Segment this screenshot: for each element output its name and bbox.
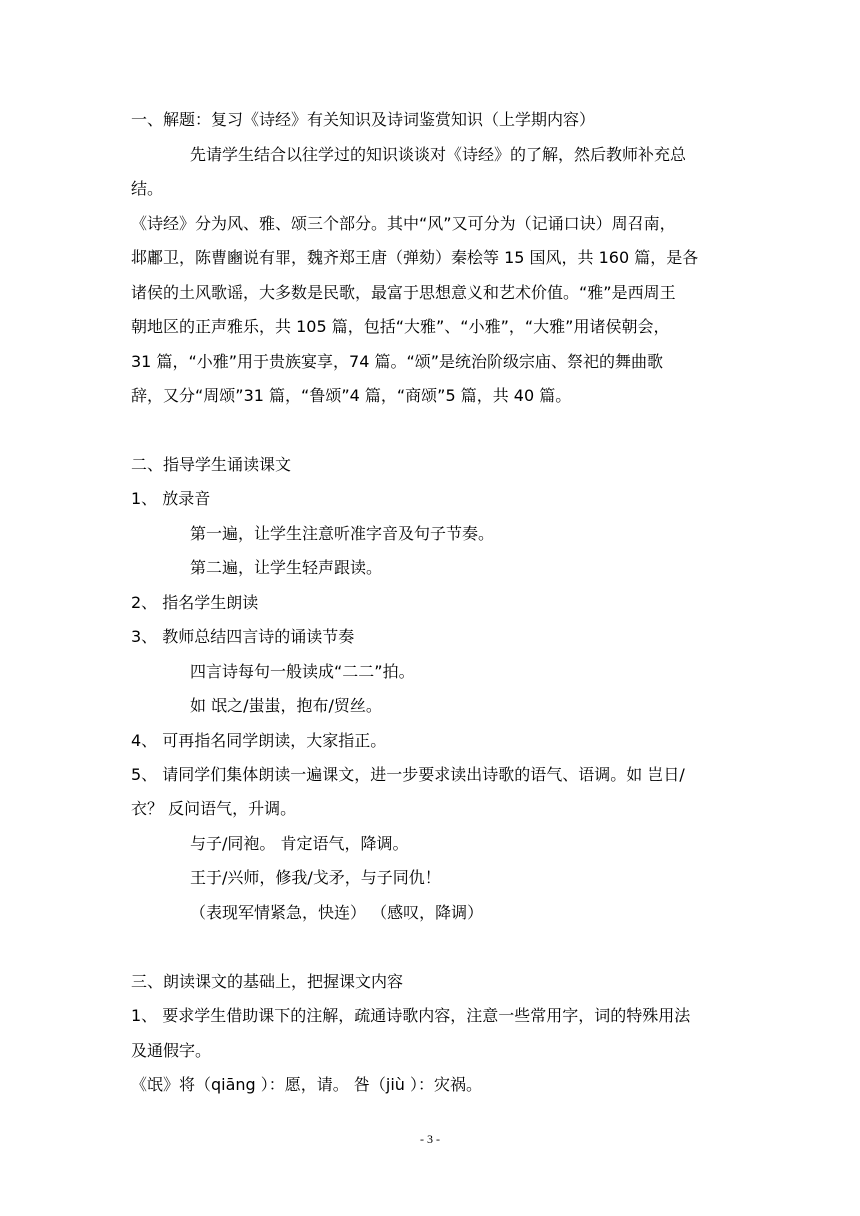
paragraph-line: 四言诗每句一般读成“二二”拍。 bbox=[190, 662, 415, 681]
paragraph-line: 31 篇，“小雅”用于贵族宴享，74 篇。“颂”是统治阶级宗庙、祭祀的舞曲歌 bbox=[131, 352, 664, 371]
paragraph-line: 结。 bbox=[131, 179, 164, 198]
section-2-heading: 二、指导学生诵读课文 bbox=[131, 455, 292, 474]
list-item: 2、 指名学生朗读 bbox=[131, 593, 259, 612]
paragraph-line: 辞，又分“周颂”31 篇，“鲁颂”4 篇，“商颂”5 篇，共 40 篇。 bbox=[131, 386, 572, 405]
paragraph-line: 如 氓之/蚩蚩，抱布/贸丝。 bbox=[190, 696, 382, 715]
paragraph-line: 《诗经》分为风、雅、颂三个部分。其中“风”又可分为（记诵口诀）周召南， bbox=[131, 214, 676, 233]
paragraph-line: 与子/同袍。 肯定语气，降调。 bbox=[190, 834, 409, 853]
paragraph-line: 及通假字。 bbox=[131, 1041, 212, 1060]
paragraph-line: （表现军情紧急，快连） （感叹，降调） bbox=[190, 903, 484, 922]
list-item: 3、 教师总结四言诗的诵读节奏 bbox=[131, 627, 355, 646]
list-item: 1、 放录音 bbox=[131, 489, 211, 508]
paragraph-line: 衣？ 反问语气，升调。 bbox=[131, 799, 297, 818]
paragraph-line: 《氓》将（qiāng ）：愿，请。 咎（jiù ）：灾祸。 bbox=[131, 1075, 482, 1094]
paragraph-line: 邶鄘卫，陈曹豳说有罪，魏齐郑王唐（弹劾）秦桧等 15 国风，共 160 篇，是各 bbox=[131, 248, 699, 267]
list-item: 4、 可再指名同学朗读，大家指正。 bbox=[131, 731, 387, 750]
list-item: 5、 请同学们集体朗读一遍课文，进一步要求读出诗歌的语气、语调。如 岂日/ bbox=[131, 765, 685, 784]
paragraph-line: 诸侯的土风歌谣，大多数是民歌，最富于思想意义和艺术价值。“雅”是西周王 bbox=[131, 283, 676, 302]
paragraph-line: 王于/兴师，修我/戈矛，与子同仇！ bbox=[190, 868, 441, 887]
paragraph-line: 先请学生结合以往学过的知识谈谈对《诗经》的了解，然后教师补充总 bbox=[190, 145, 687, 164]
paragraph-line: 第一遍，让学生注意听准字音及句子节奏。 bbox=[190, 524, 495, 543]
page-number: - 3 - bbox=[420, 1132, 440, 1146]
section-1-heading: 一、解题：复习《诗经》有关知识及诗词鉴赏知识（上学期内容） bbox=[131, 110, 596, 129]
list-item: 1、 要求学生借助课下的注解，疏通诗歌内容，注意一些常用字，词的特殊用法 bbox=[131, 1006, 691, 1025]
section-3-heading: 三、朗读课文的基础上，把握课文内容 bbox=[131, 972, 404, 991]
paragraph-line: 第二遍，让学生轻声跟读。 bbox=[190, 558, 383, 577]
paragraph-line: 朝地区的正声雅乐，共 105 篇，包括“大雅”、“小雅”，“大雅”用诸侯朝会， bbox=[131, 317, 670, 336]
